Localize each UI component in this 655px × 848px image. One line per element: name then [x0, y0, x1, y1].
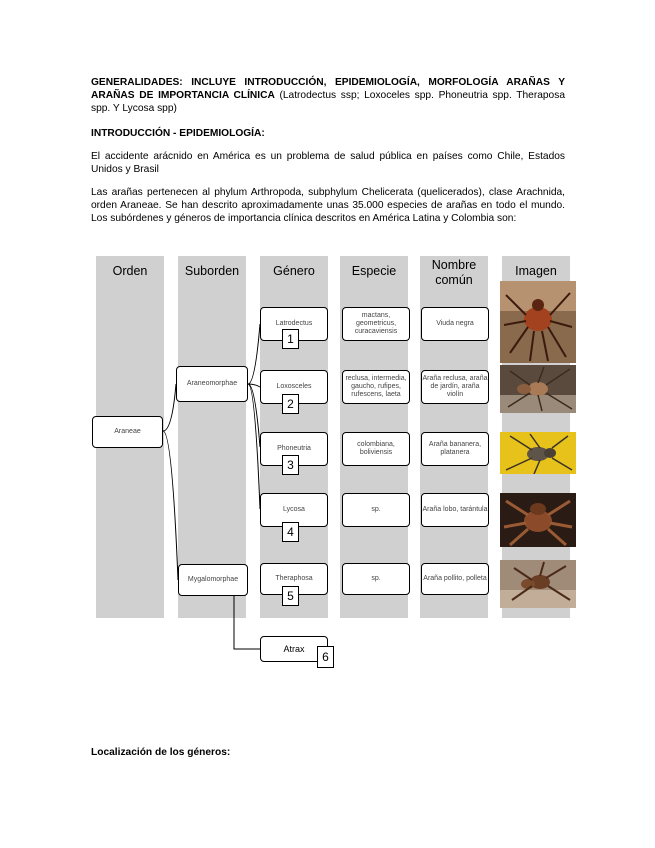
header-genero: Género	[273, 264, 315, 278]
genus-number-4: 4	[282, 522, 299, 542]
box-araneomorphae: Araneomorphae	[176, 366, 248, 402]
box-genus-latrodectus: Latrodectus	[260, 307, 328, 341]
box-genus-theraphosa: Theraphosa	[260, 563, 328, 595]
box-araneae: Araneae	[92, 416, 163, 448]
box-genus-phoneutria: Phoneutria	[260, 432, 328, 466]
box-common-phoneutria: Araña bananera, platanera	[421, 432, 489, 466]
wolf-spider-photo	[500, 493, 576, 547]
box-common-theraphosa: Araña pollito, polleta	[421, 563, 489, 595]
box-common-loxosceles: Araña reclusa, araña de jardín, araña violín	[421, 370, 489, 404]
genus-number-5: 5	[282, 586, 299, 606]
genus-number-6: 6	[317, 646, 334, 668]
genus-number-1: 1	[282, 329, 299, 349]
genus-number-3: 3	[282, 455, 299, 475]
box-genus-atrax: Atrax	[260, 636, 328, 662]
tarantula-photo	[500, 560, 576, 608]
box-species-lycosa: sp.	[342, 493, 410, 527]
paragraph-taxonomy: Las arañas pertenecen al phylum Arthropoda, subphylum Chelicerata (quelicerados), clase Arachnida, orden Araneae. Se han descrito aproximadamente unas 35.000 especies de arañas en todo el mundo. Los subórdenes y géneros de importancia clínica descritos en América Latina y Colombia son:	[91, 187, 565, 224]
box-species-latrodectus: mactans, geometricus, curacaviensis	[342, 307, 410, 341]
heading-species: (Latrodectus ssp; Loxoceles spp. Phoneutria spp. Theraposa spp. Y Lycosa spp)	[91, 90, 565, 114]
banana-spider-photo	[500, 432, 576, 474]
box-species-theraphosa: sp.	[342, 563, 410, 595]
recluse-spider-photo	[500, 365, 576, 413]
header-especie: Especie	[351, 264, 397, 278]
box-species-phoneutria: colombiana, boliviensis	[342, 432, 410, 466]
paragraph-epidemiology: El accidente arácnido en América es un problema de salud pública en países como Chile, Estados Unidos y Brasil	[91, 151, 565, 175]
header-suborden: Suborden	[184, 264, 240, 278]
box-genus-loxosceles: Loxosceles	[260, 370, 328, 404]
box-common-lycosa: Araña lobo, tarántula	[421, 493, 489, 527]
header-nombre-comun: Nombre común	[431, 258, 477, 287]
box-common-latrodectus: Viuda negra	[421, 307, 489, 341]
section-heading: INTRODUCCIÓN - EPIDEMIOLOGÍA:	[91, 128, 265, 139]
black-widow-photo	[500, 281, 576, 363]
box-genus-lycosa: Lycosa	[260, 493, 328, 527]
localizacion-heading: Localización de los géneros:	[91, 747, 231, 758]
header-orden: Orden	[112, 264, 148, 278]
box-species-loxosceles: reclusa, intermedia, gaucho, rufipes, rufescens, laeta	[342, 370, 410, 404]
genus-number-2: 2	[282, 394, 299, 414]
header-imagen: Imagen	[515, 264, 557, 278]
heading-main: GENERALIDADES: INCLUYE INTRODUCCIÓN, EPIDEMIOLOGÍA, MORFOLOGÍA ARAÑAS Y ARAÑAS DE IMPORTANCIA CLÍNICA	[91, 77, 565, 101]
box-mygalomorphae: Mygalomorphae	[178, 564, 248, 596]
